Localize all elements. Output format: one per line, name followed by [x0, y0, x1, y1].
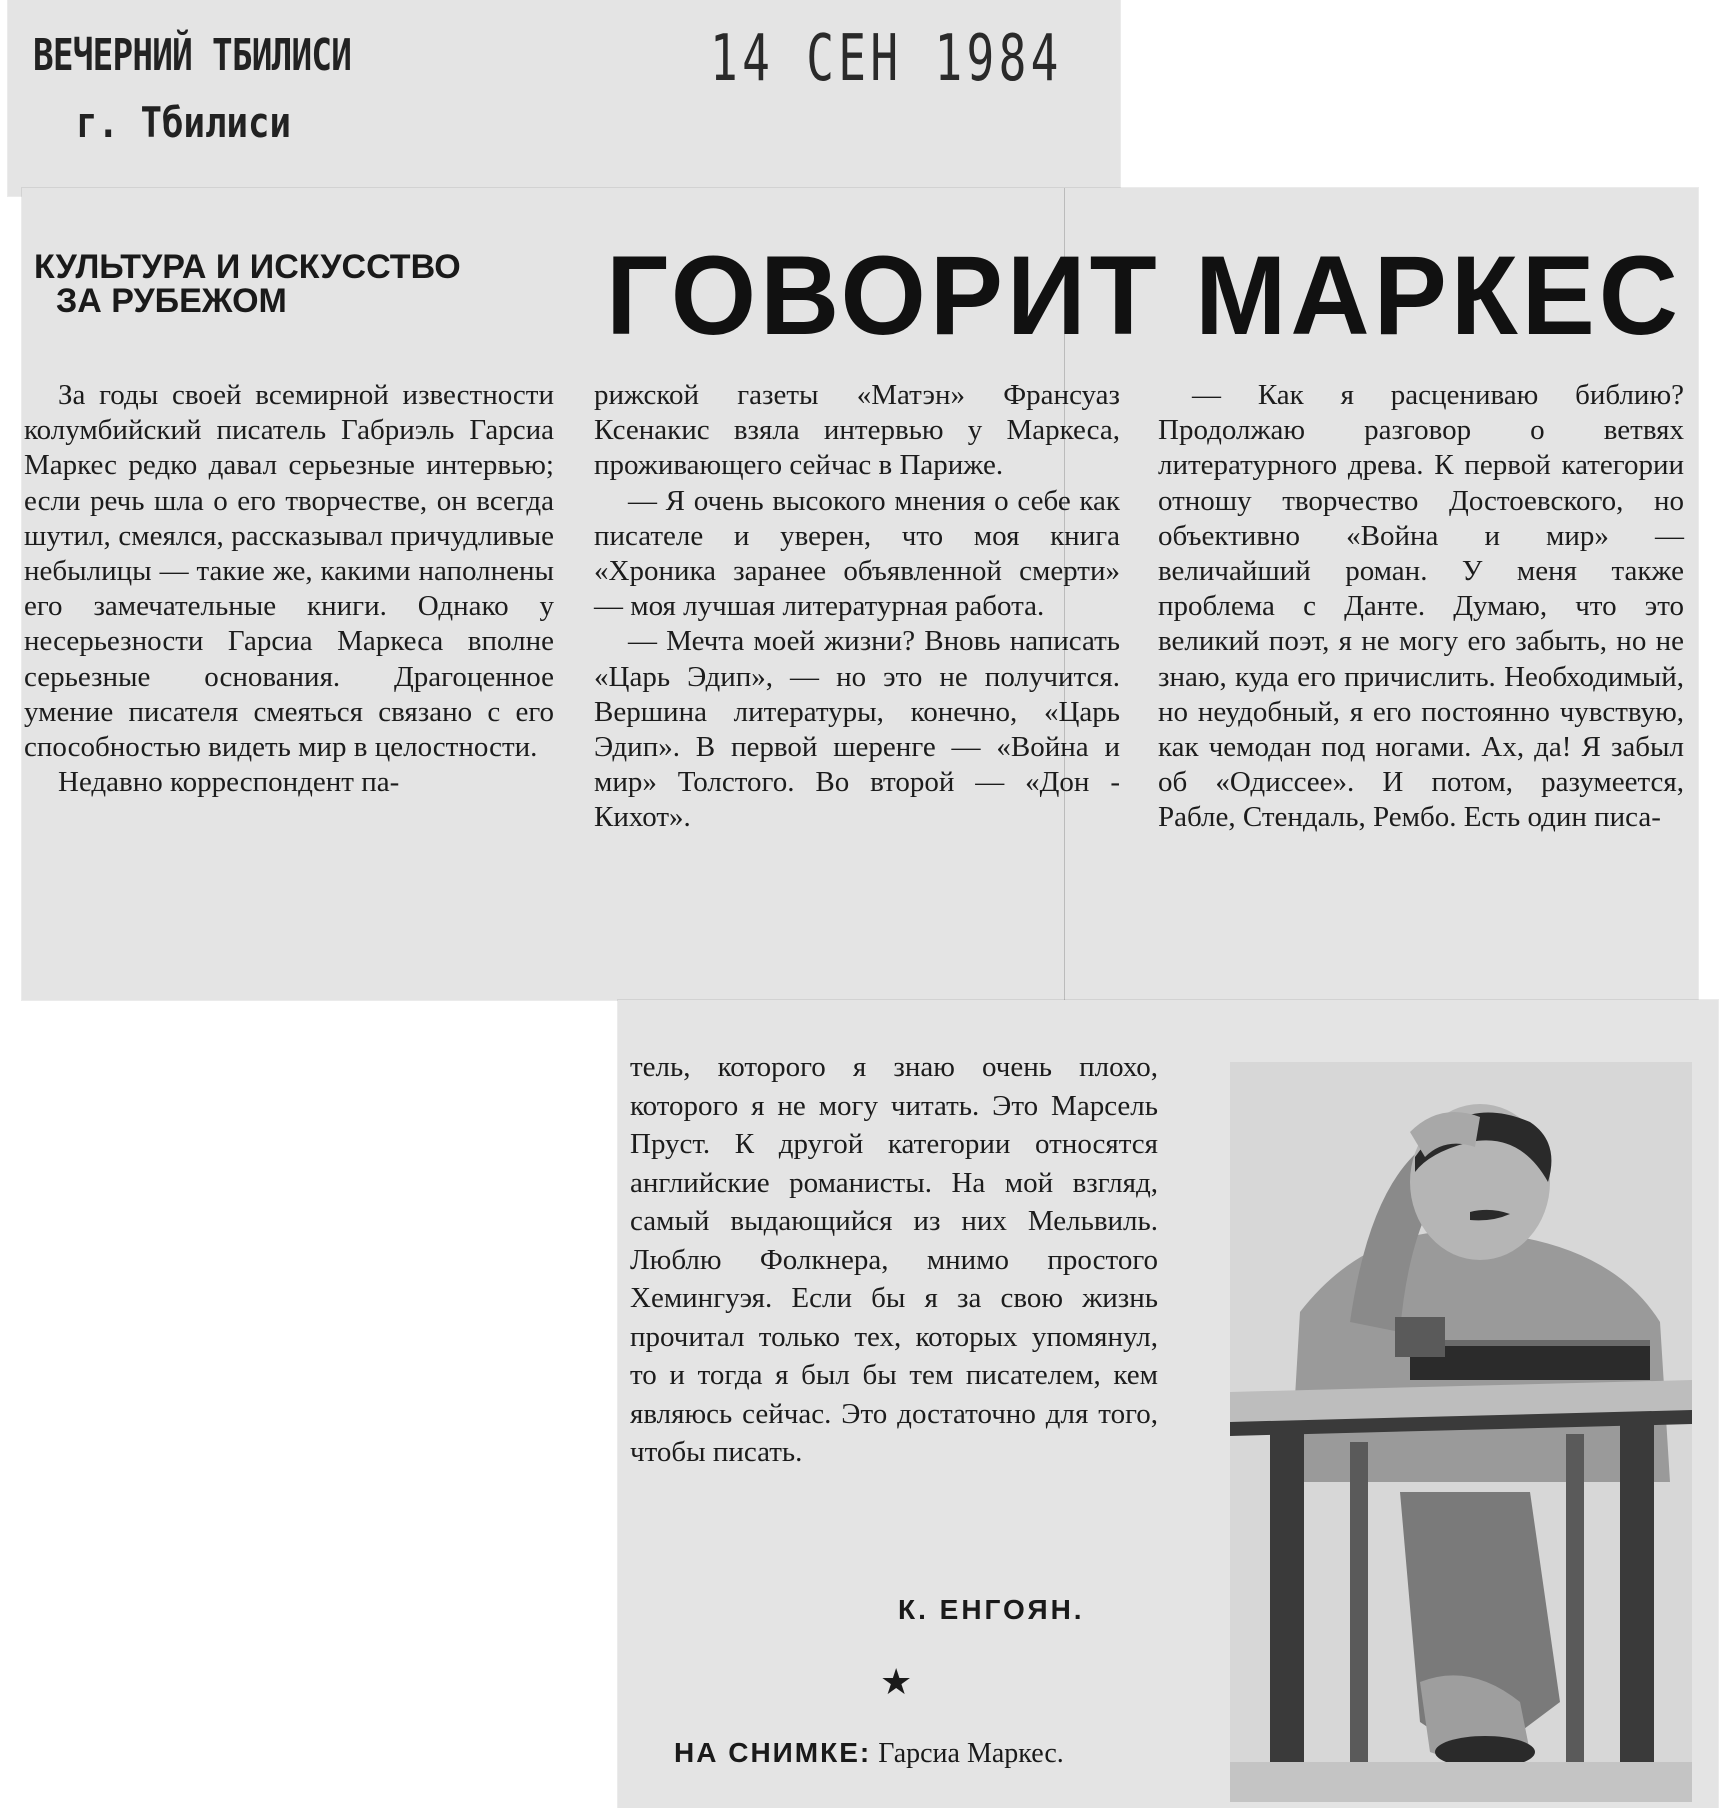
archive-stamp-strip	[8, 0, 1120, 196]
stamp-date: 14 СЕН 1984	[710, 22, 1063, 96]
star-separator: ★	[880, 1662, 913, 1702]
article-column-3	[1158, 378, 1684, 836]
photo-illustration	[1230, 1062, 1692, 1802]
paragraph: тель, которого я знаю очень плохо, которого я не могу читать. Это Марсель Пруст. К другой категории относятся английские романисты. На мой взгляд, самый выдающийся из них Мельвиль. Люблю Фолкнера, мнимо простого Хемингуэя. Если бы я за свою жизнь прочитал только тех, которых упомянул, то и тогда я был бы тем писателем, кем являюсь сейчас. Это достаточно для того, чтобы писать.	[630, 1051, 1158, 1468]
rubric-line-1: КУЛЬТУРА И ИСКУССТВО	[34, 248, 461, 286]
paragraph: — Как я расцениваю библию? Продолжаю разговор о ветвях литературного древа. К первой категории отношу творчество Достоевского, но объективно «Война и мир» — величайший роман. У меня также проблема с Данте. Думаю, что это великий поэт, я не могу его забыть, но не знаю, куда его причислить. Необходимый, но неудобный, я его постоянно чувствую, как чемодан под ногами. Ах, да! Я забыл об «Одиссее». И потом, разумеется, Рабле, Стендаль, Рембо. Есть один писа-	[1158, 379, 1684, 834]
caption-text: Гарсиа Маркес.	[871, 1738, 1064, 1769]
stamp-newspaper-name: ВЕЧЕРНИЙ ТБИЛИСИ	[33, 30, 352, 81]
paragraph: За годы своей всемирной известности колумбийский писатель Габриэль Гарсиа Маркес редко давал серьезные интервью; если речь шла о его творчестве, он всегда шутил, смеялся, рассказывал причудливые небылицы — такие же, какими наполнены его замечательные книги. Однако у несерьезности Гарсиа Маркеса вполне серьезные основания. Драгоценное умение писателя смеяться связано с его способностью видеть мир в целостности.	[24, 379, 554, 764]
author-signature: К. ЕНГОЯН.	[898, 1594, 1085, 1625]
paragraph: — Мечта моей жизни? Вновь написать «Царь Эдип», — но это не получится. Вершина литературы, конечно, «Царь Эдип». В первой шеренге — «Война и мир» Толстого. Во второй — «Дон - Кихот».	[594, 625, 1120, 834]
stamp-city: г. Тбилиси	[76, 98, 291, 147]
photo-caption	[636, 1734, 1156, 1773]
photo-marquez-at-desk	[1230, 1062, 1692, 1802]
article-column-4	[630, 1048, 1158, 1472]
paragraph: — Я очень высокого мнения о себе как писателе и уверен, что моя книга «Хроника заранее объявленной смерти» — моя лучшая литературная работа.	[594, 484, 1120, 623]
rubric-line-2: ЗА РУБЕЖОМ	[56, 282, 287, 320]
article-column-1	[24, 378, 554, 800]
paragraph: рижской газеты «Матэн» Франсуаз Ксенакис взяла интервью у Маркеса, проживающего сейчас в Париже.	[594, 379, 1120, 482]
rubric	[34, 250, 461, 318]
article-column-2	[594, 378, 1120, 836]
article-headline: ГОВОРИТ МАРКЕС	[606, 233, 1682, 358]
paragraph: Недавно корреспондент па-	[58, 766, 400, 799]
caption-label: НА СНИМКЕ:	[674, 1737, 872, 1768]
